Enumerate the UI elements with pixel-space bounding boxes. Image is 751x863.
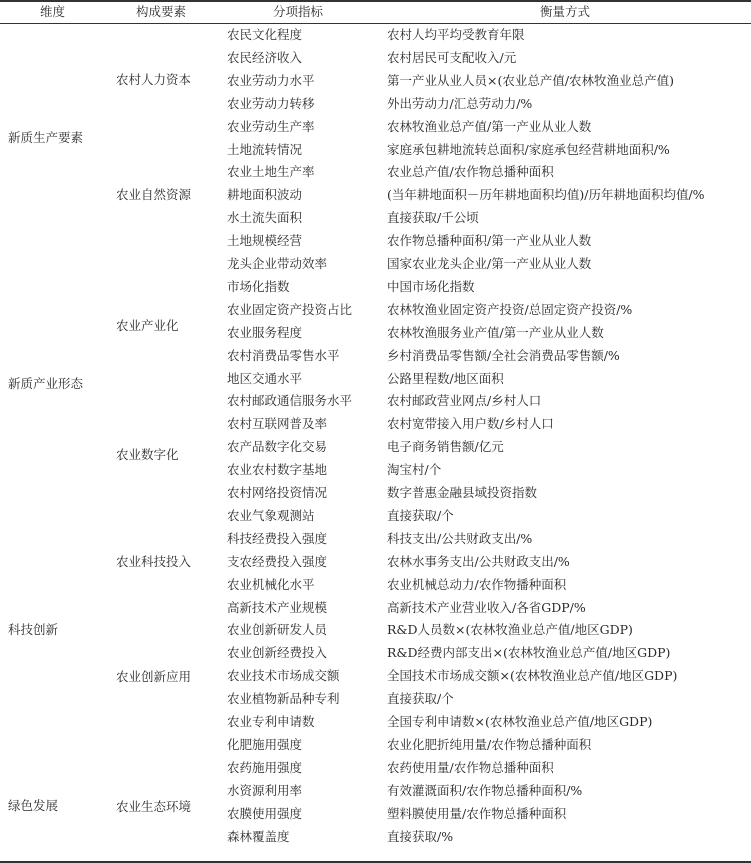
table-top-rule — [0, 0, 751, 2]
measure-cell: 农林牧渔业总产值/第一产业从业人数 — [387, 118, 592, 134]
measure-cell: 第一产业从业人员×(农业总产值/农林牧渔业总产值) — [387, 72, 674, 88]
measure-cell: 直接获取/个 — [387, 507, 454, 523]
indicator-cell: 科技经费投入强度 — [227, 530, 328, 546]
dimension-new-factors: 新质生产要素 — [8, 130, 84, 145]
indicator-cell: 农药施用强度 — [227, 759, 303, 775]
measure-cell: 农林牧渔业固定资产投资/总固定资产投资/% — [387, 301, 633, 317]
measure-cell: 农林牧渔服务业产值/第一产业从业人数 — [387, 324, 604, 340]
component-agri-natural-resources: 农业自然资源 — [116, 187, 192, 202]
indicator-cell: 农业服务程度 — [227, 324, 303, 340]
indicator-cell: 农业劳动生产率 — [227, 118, 315, 134]
indicator-cell: 农民文化程度 — [227, 27, 303, 42]
indicator-cell: 森林覆盖度 — [227, 828, 290, 844]
indicator-cell: 水土流失面积 — [227, 210, 303, 226]
indicator-cell: 农业土地生产率 — [227, 164, 315, 180]
component-agri-industrialization: 农业产业化 — [116, 318, 179, 333]
indicator-cell: 耕地面积波动 — [227, 187, 303, 203]
indicator-cell: 土地流转情况 — [227, 141, 303, 157]
header-measure: 衡量方式 — [540, 4, 591, 19]
measure-cell: 高新技术产业营业收入/各省GDP/% — [387, 599, 586, 615]
indicator-cell: 农业创新研发人员 — [227, 622, 328, 638]
measure-cell: 农业机械总动力/农作物播种面积 — [387, 576, 567, 592]
indicator-cell: 农村网络投资情况 — [227, 485, 328, 500]
component-agri-digitalization: 农业数字化 — [116, 447, 179, 462]
component-agri-ecological-environment: 农业生态环境 — [116, 799, 192, 814]
measure-cell: 中国市场化指数 — [387, 278, 475, 294]
indicator-cell: 高新技术产业规模 — [227, 599, 328, 615]
measure-cell: 国家农业龙头企业/第一产业从业人数 — [387, 256, 592, 271]
indicator-cell: 农业创新经费投入 — [227, 645, 328, 661]
indicator-cell: 农村消费品零售水平 — [227, 347, 340, 363]
measure-cell: 外出劳动力/汇总劳动力/% — [387, 95, 533, 111]
indicator-cell: 地区交通水平 — [227, 370, 303, 386]
indicator-cell: 农业劳动力转移 — [227, 95, 315, 111]
measure-cell: 农业化肥折纯用量/农作物总播种面积 — [387, 736, 592, 752]
header-component: 构成要素 — [136, 4, 187, 19]
measure-cell: 淘宝村/个 — [387, 462, 442, 478]
measure-cell: 塑料膜使用量/农作物总播种面积 — [387, 805, 567, 821]
measure-cell: 乡村消费品零售额/全社会消费品零售额/% — [387, 347, 620, 363]
indicator-cell: 农业植物新品种专利 — [227, 691, 340, 707]
measure-cell: 农作物总播种面积/第一产业从业人数 — [387, 233, 592, 249]
measure-cell: 公路里程数/地区面积 — [387, 370, 504, 386]
measure-cell: 农林水事务支出/公共财政支出/% — [387, 553, 570, 569]
table-bottom-rule — [0, 861, 751, 863]
indicator-cell: 农产品数字化交易 — [227, 439, 328, 455]
measure-cell: 直接获取/千公顷 — [387, 210, 479, 226]
header-indicator: 分项指标 — [273, 4, 324, 19]
measure-cell: (当年耕地面积－历年耕地面积均值)/历年耕地面积均值/% — [387, 187, 705, 203]
indicator-cell: 农业机械化水平 — [227, 576, 315, 592]
measure-cell: 农村人均平均受教育年限 — [387, 27, 525, 42]
measure-cell: 全国技术市场成交额×(农林牧渔业总产值/地区GDP) — [387, 668, 678, 684]
dimension-green-development: 绿色发展 — [8, 798, 59, 813]
indicator-cell: 化肥施用强度 — [227, 736, 303, 752]
measure-cell: 农村邮政营业网点/乡村人口 — [387, 393, 542, 409]
indicator-cell: 农业农村数字基地 — [227, 462, 328, 478]
indicator-cell: 市场化指数 — [227, 278, 290, 294]
measure-cell: 农村居民可支配收入/元 — [387, 49, 517, 65]
indicator-cell: 农业气象观测站 — [227, 507, 315, 523]
measure-cell: 电子商务销售额/亿元 — [387, 439, 504, 455]
indicator-cell: 农业固定资产投资占比 — [227, 301, 353, 317]
indicator-cell: 支农经费投入强度 — [227, 553, 328, 569]
measure-cell: 科技支出/公共财政支出/% — [387, 530, 533, 546]
measure-cell: 全国专利申请数×(农林牧渔业总产值/地区GDP) — [387, 714, 653, 729]
dimension-new-industry: 新质产业形态 — [8, 376, 84, 391]
measure-cell: R&D人员数×(农林牧渔业总产值/地区GDP) — [387, 622, 633, 638]
measure-cell: 数字普惠金融县域投资指数 — [387, 485, 538, 500]
measure-cell: 农药使用量/农作物总播种面积 — [387, 759, 554, 775]
measure-cell: 农业总产值/农作物总播种面积 — [387, 164, 554, 180]
indicator-cell: 农村邮政通信服务水平 — [227, 393, 353, 409]
header-dimension: 维度 — [40, 4, 66, 19]
measure-cell: 家庭承包耕地流转总面积/家庭承包经营耕地面积/% — [387, 141, 670, 157]
indicator-cell: 农业技术市场成交额 — [227, 668, 340, 684]
table-header-rule — [0, 23, 751, 24]
dimension-tech-innovation: 科技创新 — [8, 622, 59, 637]
indicator-cell: 土地规模经营 — [227, 233, 303, 249]
component-agri-innovation-application: 农业创新应用 — [116, 669, 192, 684]
component-agri-tech-investment: 农业科技投入 — [116, 554, 192, 569]
indicator-cell: 农业劳动力水平 — [227, 72, 315, 88]
component-rural-human-capital: 农村人力资本 — [116, 72, 192, 87]
measure-cell: 直接获取/个 — [387, 691, 454, 707]
indicator-cell: 龙头企业带动效率 — [227, 256, 328, 271]
indicator-cell: 水资源利用率 — [227, 782, 303, 798]
measure-cell: R&D经费内部支出×(农林牧渔业总产值/地区GDP) — [387, 645, 671, 661]
indicator-cell: 农村互联网普及率 — [227, 416, 328, 432]
indicator-cell: 农业专利申请数 — [227, 714, 315, 729]
measure-cell: 有效灌溉面积/农作物总播种面积/% — [387, 782, 583, 798]
indicator-cell: 农民经济收入 — [227, 49, 303, 65]
indicator-cell: 农膜使用强度 — [227, 805, 303, 821]
measure-cell: 农村宽带接入用户数/乡村人口 — [387, 416, 554, 432]
measure-cell: 直接获取/% — [387, 828, 454, 844]
